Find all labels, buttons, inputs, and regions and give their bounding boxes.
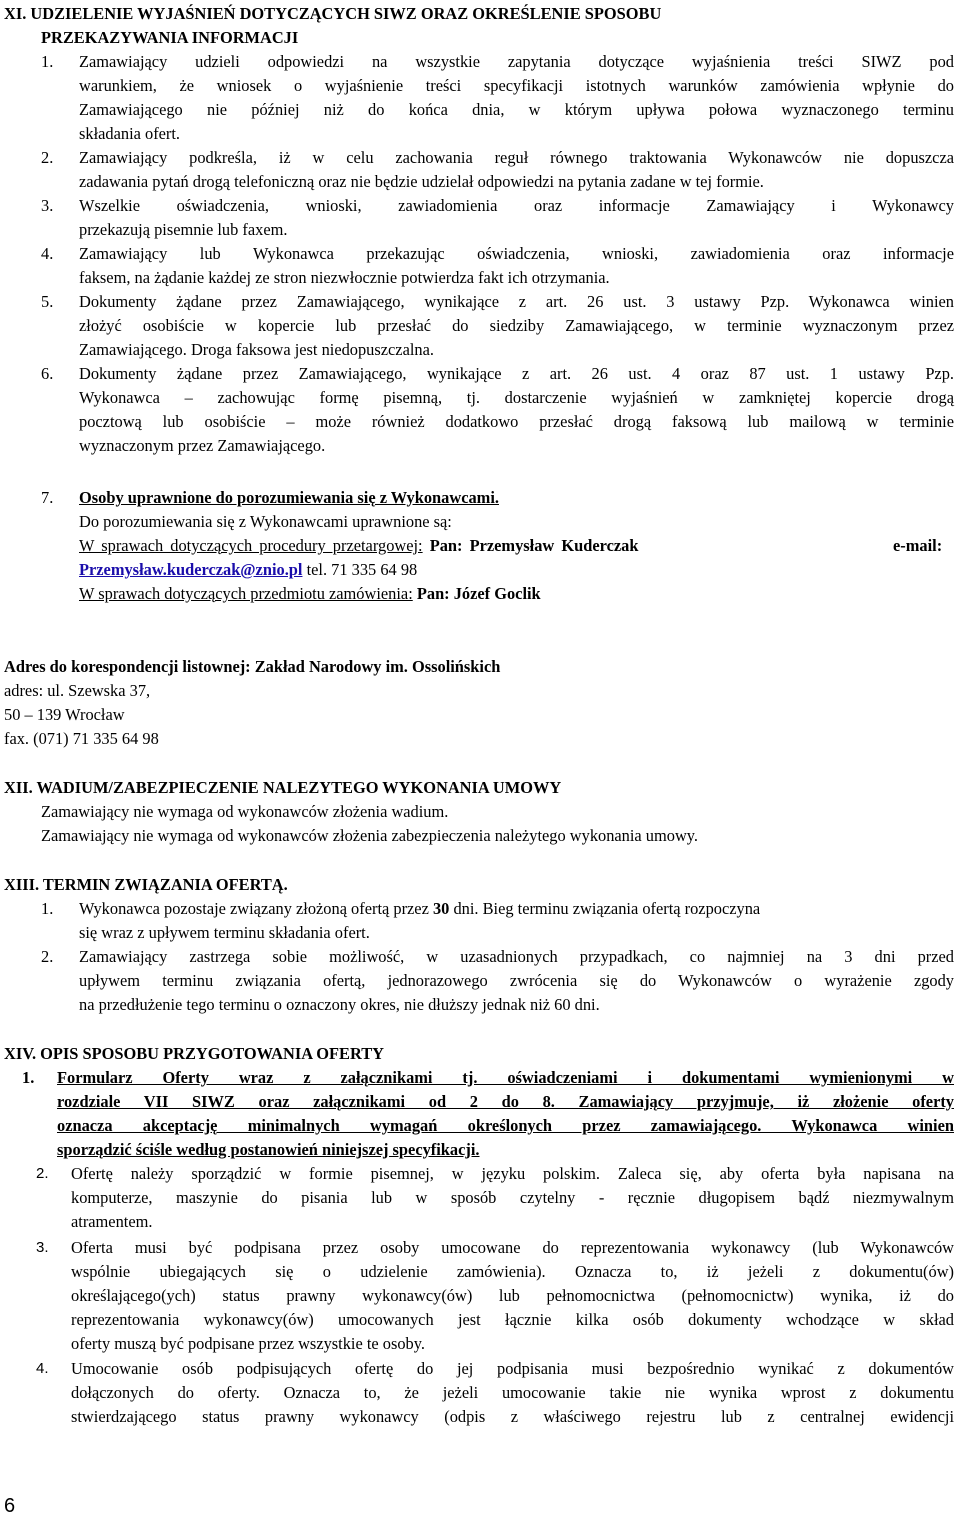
paragraph-line: przekazują pisemnie lub faxem.	[79, 220, 288, 239]
paragraph-line: Zamawiający udzieli odpowiedzi na wszystkie zapytania dotyczące wyjaśnienia treści SIWZ pod	[79, 52, 954, 71]
item-number: 2.	[41, 947, 54, 966]
paragraph-line: warunkiem, że wniosek o wyjaśnienie treści specyfikacji istotnych warunków zamówienia wpłynie do	[79, 76, 954, 95]
paragraph-line: na przedłużenie tego terminu o oznaczony okres, nie dłuższy jednak niż 60 dni.	[79, 995, 600, 1014]
paragraph-line: Oferta musi być podpisana przez osoby umocowane do reprezentowania wykonawcy (lub Wykonawców	[71, 1238, 954, 1257]
email-link[interactable]: Przemysław.kuderczak@znio.pl	[79, 560, 303, 579]
paragraph-line: dołączonych do oferty. Oznacza to, że jeżeli umocowanie takie nie wynika wprost z dokumentu	[71, 1383, 954, 1402]
paragraph-line: Zamawiający podkreśla, iż w celu zachowania reguł równego traktowania Wykonawców nie dopuszcza	[79, 148, 954, 167]
procedure-person: Pan: Przemysław Kuderczak	[429, 536, 639, 555]
paragraph-line: oznacza akceptację minimalnych wymagań określonych przez zamawiającego. Wykonawca winien	[57, 1116, 954, 1135]
item-number: 2.	[41, 148, 54, 167]
paragraph-line: składania ofert.	[79, 124, 181, 143]
procedure-contact-label	[79, 534, 638, 558]
paragraph-line: Wykonawca – zachowując formę pisemną, tj. dostarczenie wyjaśnień w zamkniętej kopercie drogą	[79, 388, 954, 407]
paragraph-line: pocztową lub osobiście – może również dodatkowo przesłać drogą faksową lub mailową w terminie	[79, 412, 954, 431]
paragraph-line: Zamawiający zastrzega sobie możliwość, w uzasadnionych przypadkach, co najmniej na 3 dni przed	[79, 947, 954, 966]
paragraph-line: atramentem.	[71, 1212, 153, 1231]
paragraph-line: komputerze, maszynie do pisania lub w sposób czytelny - ręcznie długopisem bądź niezmywalnym	[71, 1188, 954, 1207]
section-xii-heading: XII. WADIUM/ZABEZPIECZENIE NALEZYTEGO WYKONANIA UMOWY	[4, 778, 562, 797]
paragraph-line: Dokumenty żądane przez Zamawiającego, wynikające z art. 26 ust. 4 oraz 87 ust. 1 ustawy Pzp.	[79, 364, 954, 383]
item-number: 1.	[41, 52, 54, 71]
paragraph-line: złożyć osobiście w kopercie lub przesłać do siedziby Zamawiającego, w terminie wyznaczonym przez	[79, 316, 954, 335]
item-number: 3.	[36, 1239, 49, 1256]
item-number: 3.	[41, 196, 54, 215]
paragraph-line: Umocowanie osób podpisujących ofertę do jej podpisania musi bezpośrednio wynikać z dokumentów	[71, 1359, 954, 1378]
section-xi-heading-cont: PRZEKAZYWANIA INFORMACJI	[41, 28, 299, 47]
paragraph-line: Zamawiającego. Droga faksowa jest niedopuszczalna.	[79, 340, 434, 359]
item-number: 5.	[41, 292, 54, 311]
subject-person: Pan: Józef Goclik	[416, 584, 541, 603]
paragraph-line: Dokumenty żądane przez Zamawiającego, wynikające z art. 26 ust. 3 ustawy Pzp. Wykonawca winien	[79, 292, 954, 311]
section-xiii-heading: XIII. TERMIN ZWIĄZANIA OFERTĄ.	[4, 875, 288, 894]
page-number: 6	[4, 1495, 16, 1517]
section-xi-heading: XI. UDZIELENIE WYJAŚNIEŃ DOTYCZĄCYCH SIWZ ORAZ OKREŚLENIE SPOSOBU	[4, 4, 662, 23]
item-number: 1.	[41, 899, 54, 918]
address-fax: fax. (071) 71 335 64 98	[4, 729, 159, 748]
paragraph-line: Zamawiający nie wymaga od wykonawców złożenia wadium.	[41, 802, 449, 821]
item-number: 4.	[41, 244, 54, 263]
paragraph-line: Zamawiającego nie później niż do końca dnia, w którym upływa połowa wyznaczonego terminu	[79, 100, 954, 119]
paragraph-line	[79, 897, 760, 921]
paragraph-line: stwierdzającego status prawny wykonawcy (odpis z właściwego rejestru lub z centralnej ewidencji	[71, 1407, 954, 1426]
paragraph-line: zadawania pytań drogą telefoniczną oraz nie będzie udzielał odpowiedzi na pytania zadane w tej formie.	[79, 172, 764, 191]
email-line	[79, 558, 417, 582]
item-number: 2.	[36, 1165, 49, 1182]
paragraph-line: Wszelkie oświadczenia, wnioski, zawiadomienia oraz informacje Zamawiający i Wykonawcy	[79, 196, 954, 215]
paragraph-line: faksem, na żądanie każdej ze stron niezwłocznie potwierdza fakt ich otrzymania.	[79, 268, 610, 287]
section-xiv-heading: XIV. OPIS SPOSOBU PRZYGOTOWANIA OFERTY	[4, 1044, 384, 1063]
phone-number: tel. 71 335 64 98	[306, 560, 418, 579]
item-number: 7.	[41, 488, 54, 507]
paragraph-line: Formularz Oferty wraz z załącznikami tj. oświadczeniami i dokumentami wymienionymi w	[57, 1068, 954, 1087]
paragraph-line: określającego(ych) status prawny wykonawcy(ów) lub pełnomocnictwa (pełnomocnictw) wynika, iż do	[71, 1286, 954, 1305]
address-street: adres: ul. Szewska 37,	[4, 681, 151, 700]
item-number: 4.	[36, 1360, 49, 1377]
paragraph-line: Do porozumiewania się z Wykonawcami uprawnione są:	[79, 512, 452, 531]
text-part: dni. Bieg terminu związania ofertą rozpoczyna	[449, 899, 761, 918]
days-value: 30	[432, 899, 450, 918]
subject-contact-line	[79, 582, 541, 606]
paragraph-line: się wraz z upływem terminu składania ofert.	[79, 923, 370, 942]
contact-persons-title: Osoby uprawnione do porozumiewania się z Wykonawcami.	[79, 488, 499, 507]
paragraph-line: Zamawiający lub Wykonawca przekazując oświadczenia, wnioski, zawiadomienia oraz informacje	[79, 244, 954, 263]
paragraph-line: sporządzić ściśle według postanowień niniejszej specyfikacji.	[57, 1140, 480, 1159]
procedure-label: W sprawach dotyczących procedury przetargowej:	[79, 536, 423, 555]
item-number: 6.	[41, 364, 54, 383]
email-label: e-mail:	[893, 536, 943, 555]
subject-label: W sprawach dotyczących przedmiotu zamówienia:	[79, 584, 413, 603]
paragraph-line: upływem terminu związania ofertą, jednorazowego zwrócenia się do Wykonawców o wyrażenie zgody	[79, 971, 954, 990]
paragraph-line: oferty muszą być podpisane przez wszystkie te osoby.	[71, 1334, 425, 1353]
paragraph-line: reprezentowania wykonawcy(ów) umocowanych jest łącznie kilka osób dokumenty wchodzące w skład	[71, 1310, 954, 1329]
address-heading: Adres do korespondencji listownej: Zakład Narodowy im. Ossolińskich	[4, 657, 501, 676]
paragraph-line: Zamawiający nie wymaga od wykonawców złożenia zabezpieczenia należytego wykonania umowy.	[41, 826, 699, 845]
paragraph-line: rozdziale VII SIWZ oraz załącznikami od 2 do 8. Zamawiający przyjmuje, iż złożenie oferty	[57, 1092, 954, 1111]
item-number: 1.	[22, 1068, 35, 1087]
text-part: Wykonawca pozostaje związany złożoną ofertą przez	[79, 899, 433, 918]
address-city: 50 – 139 Wrocław	[4, 705, 125, 724]
paragraph-line: wyznaczonym przez Zamawiającego.	[79, 436, 326, 455]
paragraph-line: Ofertę należy sporządzić w formie pisemnej, w języku polskim. Zaleca się, aby oferta była napisana na	[71, 1164, 954, 1183]
paragraph-line: wspólnie ubiegających się o udzielenie zamówienia). Oznacza to, iż jeżeli z dokumentu(ów)	[71, 1262, 954, 1281]
